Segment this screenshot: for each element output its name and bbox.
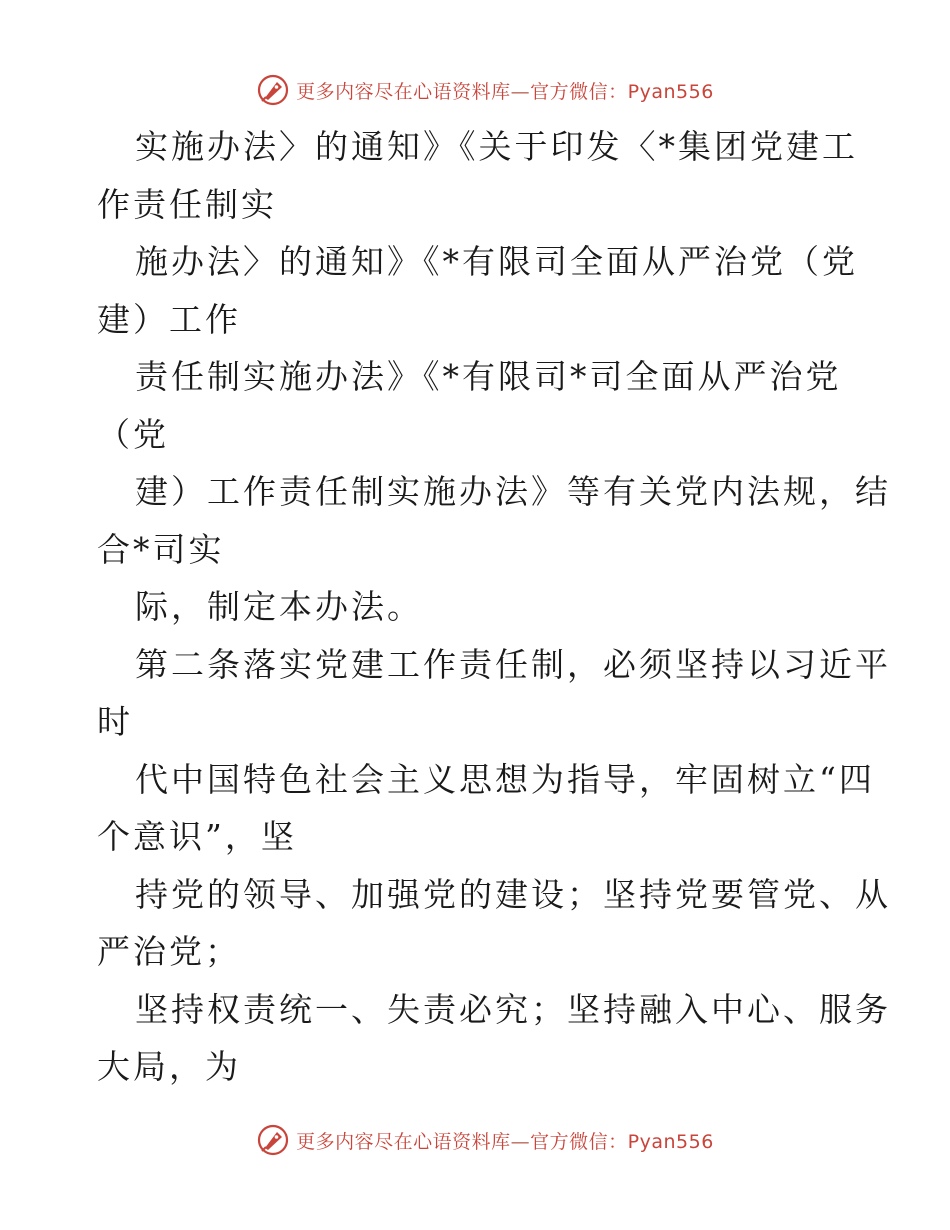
text-line: 代中国特色社会主义思想为指导，牢固树立“四 [135,759,875,799]
pen-nib-logo-icon [256,1123,290,1157]
text-line: 实施办法〉的通知》《关于印发〈*集团党建工 [135,127,858,166]
text-line: 大局，为 [97,1047,241,1086]
banner-slogan: 更多内容尽在心语资料库 [296,80,511,103]
text-line: 持党的领导、加强党的建设；坚持党要管党、从 [135,874,891,914]
text-line: 个意识”，坚 [97,817,297,856]
header-banner-text [296,77,714,104]
banner-wechat: 官方微信：Pyan556 [530,1130,714,1153]
banner-slogan: 更多内容尽在心语资料库 [296,1130,511,1153]
text-line: 坚持权责统一、失责必究；坚持融入中心、服务 [135,989,891,1029]
banner-dash: — [510,1130,531,1153]
header-banner [0,70,950,110]
footer-banner [0,1120,950,1160]
text-line: 施办法〉的通知》《*有限司全面从严治党（党 [135,242,858,281]
text-line: 建）工作责任制实施办法》等有关党内法规，结 [135,472,891,511]
text-line: 第二条落实党建工作责任制，必须坚持以习近平 [135,644,891,684]
pen-nib-logo-icon [256,73,290,107]
banner-wechat: 官方微信：Pyan556 [530,80,714,103]
text-line: 际，制定本办法。 [135,587,423,626]
footer-banner-text [296,1127,714,1154]
text-line: 合*司实 [97,529,225,569]
text-line: 严治党； [97,932,241,971]
text-line: 责任制实施办法》《*有限司*司全面从严治党 [135,357,842,396]
text-line: 时 [97,702,133,741]
text-line: 建）工作 [97,299,241,339]
document-body [97,118,891,1096]
footer-banner-content [256,1123,714,1157]
banner-dash: — [510,80,531,103]
header-banner-content [256,73,714,107]
text-line: （党 [97,414,169,454]
text-line: 作责任制实 [97,184,277,224]
